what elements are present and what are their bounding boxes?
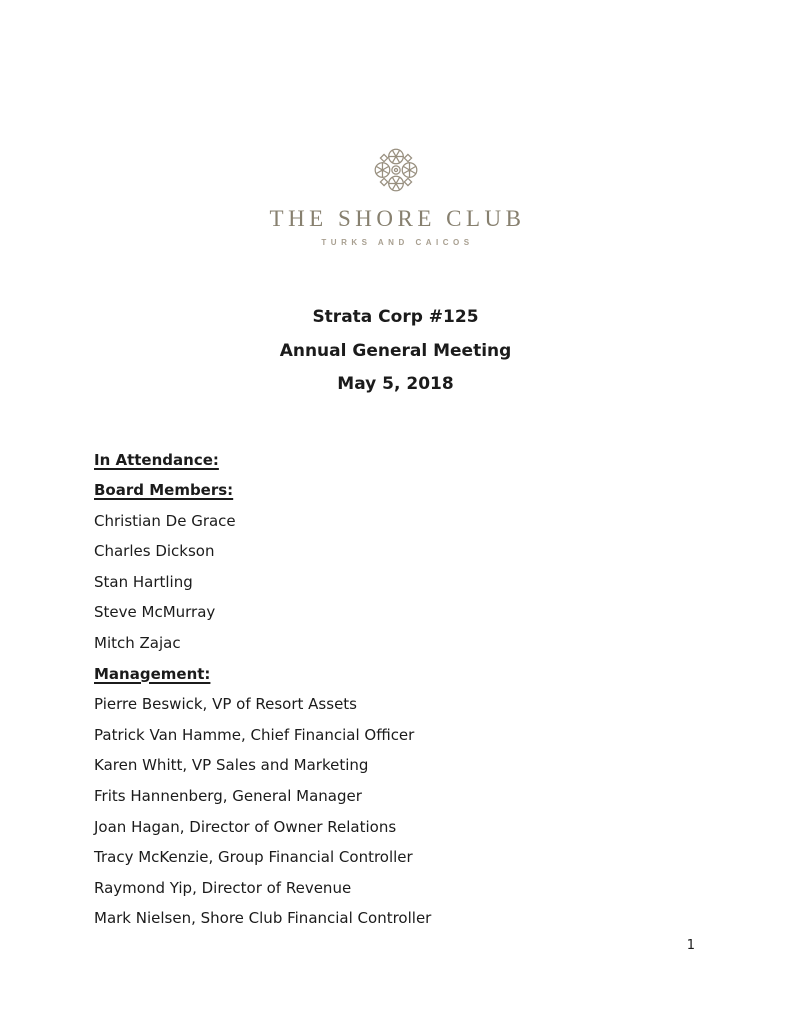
attendance-section — [94, 445, 791, 935]
management-member-name: Joan Hagan, Director of Owner Relations — [94, 817, 397, 836]
rosette-emblem-icon — [370, 144, 422, 196]
document-title-block — [0, 301, 791, 402]
board-members-heading: Board Members: — [94, 481, 234, 500]
board-member-name: Charles Dickson — [94, 542, 215, 561]
management-member-name: Mark Nielsen, Shore Club Financial Controller — [94, 909, 432, 928]
management-member-name: Frits Hannenberg, General Manager — [94, 787, 362, 806]
management-member-name: Pierre Beswick, VP of Resort Assets — [94, 695, 357, 714]
in-attendance-heading: In Attendance: — [94, 450, 219, 469]
board-member-name: Mitch Zajac — [94, 634, 181, 653]
management-member-name: Tracy McKenzie, Group Financial Controller — [94, 848, 413, 867]
board-member-name: Christian De Grace — [94, 511, 236, 530]
board-member-name: Stan Hartling — [94, 572, 193, 591]
logo-wordmark: THE SHORE CLUB — [269, 206, 526, 231]
page-number: 1 — [686, 938, 695, 953]
board-member-name: Steve McMurray — [94, 603, 216, 622]
management-member-name: Karen Whitt, VP Sales and Marketing — [94, 756, 369, 775]
management-member-name: Raymond Yip, Director of Revenue — [94, 878, 352, 897]
management-member-name: Patrick Van Hamme, Chief Financial Officer — [94, 725, 415, 744]
logo-tagline: TURKS AND CAICOS — [321, 238, 474, 247]
title-strata-corp: Strata Corp #125 — [312, 307, 479, 327]
title-meeting-date: May 5, 2018 — [337, 374, 454, 394]
shore-club-logo — [0, 0, 791, 247]
management-heading: Management: — [94, 664, 211, 683]
title-meeting-type: Annual General Meeting — [279, 340, 512, 361]
